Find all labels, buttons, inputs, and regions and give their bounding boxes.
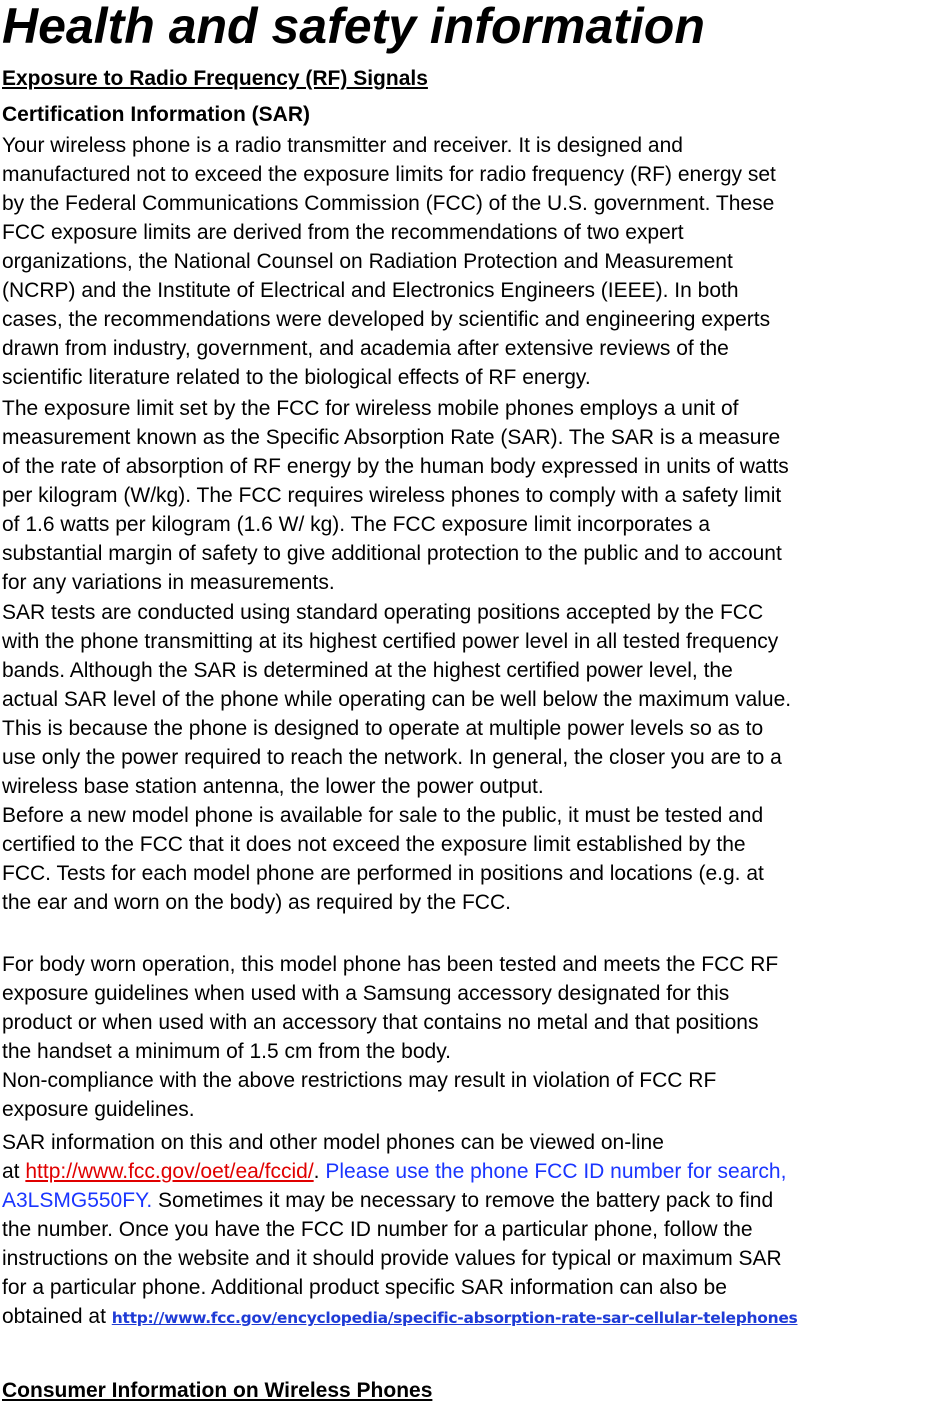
text-line: Your wireless phone is a radio transmitter and receiver. It is designed and (2, 134, 683, 157)
fcc-id-search-link[interactable]: http://www.fcc.gov/oet/ea/fccid/ (25, 1160, 314, 1183)
text-line: per kilogram (W/kg). The FCC requires wireless phones to comply with a safety limit (2, 484, 782, 507)
sub-heading-certification: Certification Information (SAR) (2, 103, 310, 126)
text-line: SAR tests are conducted using standard operating positions accepted by the FCC (2, 601, 764, 624)
text-line: by the Federal Communications Commission (FCC) of the U.S. government. These (2, 192, 775, 215)
text-line: wireless base station antenna, the lower the power output. (2, 775, 544, 798)
paragraph-rf-transmitter (2, 131, 938, 392)
text-line: measurement known as the Specific Absorption Rate (SAR). The SAR is a measure (2, 426, 781, 449)
text-line: For body worn operation, this model phone has been tested and meets the FCC RF (2, 953, 779, 976)
paragraph-sar-tests (2, 598, 938, 917)
fcc-id-number: A3LSMG550FY. (2, 1189, 153, 1212)
text-line: SAR information on this and other model phones can be viewed on-line (2, 1131, 664, 1154)
text-line: with the phone transmitting at its highest certified power level in all tested frequency (2, 630, 779, 653)
text-line: product or when used with an accessory that contains no metal and that positions (2, 1011, 759, 1034)
text-line: This is because the phone is designed to operate at multiple power levels so as to (2, 717, 764, 740)
text-line (2, 1302, 938, 1333)
text-line: exposure guidelines. (2, 1098, 195, 1121)
text-line: the number. Once you have the FCC ID number for a particular phone, follow the (2, 1218, 753, 1241)
text-line: The exposure limit set by the FCC for wireless mobile phones employs a unit of (2, 397, 739, 420)
text-line: of 1.6 watts per kilogram (1.6 W/ kg). The FCC exposure limit incorporates a (2, 513, 711, 536)
section-heading-consumer-info: Consumer Information on Wireless Phones (2, 1379, 433, 1402)
text-line: instructions on the website and it should provide values for typical or maximum SAR (2, 1247, 782, 1270)
text-line (2, 1186, 938, 1215)
text-line: substantial margin of safety to give additional protection to the public and to account (2, 542, 782, 565)
text-line: for any variations in measurements. (2, 571, 335, 594)
text-line: for a particular phone. Additional product specific SAR information can also be (2, 1276, 727, 1299)
paragraph-sar-limit (2, 394, 938, 597)
page-title: Health and safety information (2, 0, 705, 54)
text-line: organizations, the National Counsel on Radiation Protection and Measurement (2, 250, 733, 273)
text-line: the ear and worn on the body) as required by the FCC. (2, 891, 511, 914)
text-line (2, 1157, 938, 1186)
text-line: cases, the recommendations were developed by scientific and engineering experts (2, 308, 771, 331)
text-fragment: Sometimes it may be necessary to remove the battery pack to find (152, 1189, 774, 1212)
fcc-id-instruction: Please use the phone FCC ID number for search, (319, 1160, 787, 1183)
text-line: actual SAR level of the phone while operating can be well below the maximum value. (2, 688, 792, 711)
text-fragment: obtained at (2, 1305, 112, 1328)
text-line: the handset a minimum of 1.5 cm from the body. (2, 1040, 451, 1063)
paragraph-sar-information (2, 1128, 938, 1333)
text-line: FCC exposure limits are derived from the recommendations of two expert (2, 221, 684, 244)
text-line: of the rate of absorption of RF energy by the human body expressed in units of watts (2, 455, 789, 478)
text-line: (NCRP) and the Institute of Electrical and Electronics Engineers (IEEE). In both (2, 279, 739, 302)
section-heading-rf-exposure: Exposure to Radio Frequency (RF) Signals (2, 67, 428, 90)
text-line: manufactured not to exceed the exposure limits for radio frequency (RF) energy set (2, 163, 776, 186)
text-line: FCC. Tests for each model phone are performed in positions and locations (e.g. at (2, 862, 764, 885)
text-line: Before a new model phone is available for sale to the public, it must be tested and (2, 804, 764, 827)
text-line: use only the power required to reach the network. In general, the closer you are to a (2, 746, 782, 769)
text-line: bands. Although the SAR is determined at the highest certified power level, the (2, 659, 733, 682)
text-fragment: . (313, 1160, 320, 1183)
text-line: drawn from industry, government, and academia after extensive reviews of the (2, 337, 729, 360)
text-fragment: at (2, 1160, 26, 1183)
text-line: exposure guidelines when used with a Samsung accessory designated for this (2, 982, 730, 1005)
paragraph-body-worn (2, 950, 938, 1124)
text-line: Non-compliance with the above restrictions may result in violation of FCC RF (2, 1069, 717, 1092)
sar-encyclopedia-link[interactable]: http://www.fcc.gov/encyclopedia/specific-absorption-rate-sar-cellular-telephones (111, 1309, 798, 1327)
text-line: scientific literature related to the biological effects of RF energy. (2, 366, 591, 389)
text-line: certified to the FCC that it does not exceed the exposure limit established by the (2, 833, 746, 856)
